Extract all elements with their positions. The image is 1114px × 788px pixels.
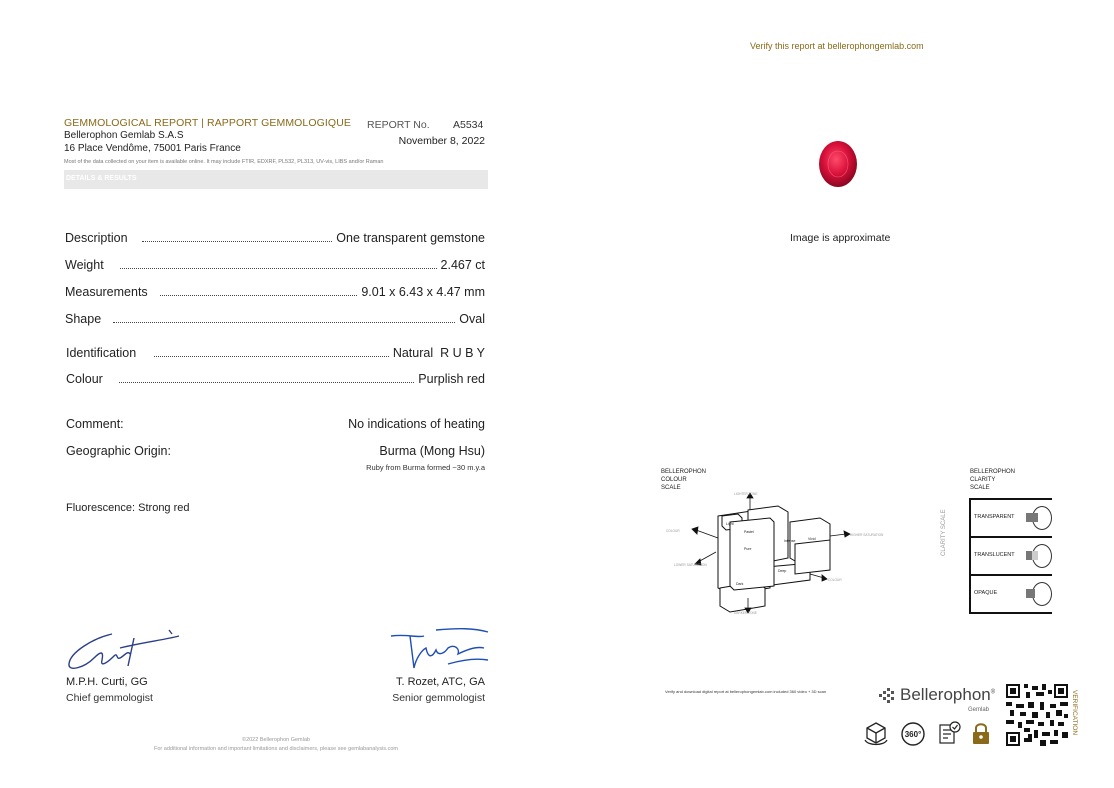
report-title: GEMMOLOGICAL REPORT | RAPPORT GEMMOLOGIQUE <box>64 117 351 129</box>
detail-label: Weight <box>65 258 104 272</box>
clarity-label: TRANSPARENT <box>974 514 1015 520</box>
detail-row-shape <box>65 310 485 326</box>
clarity-row-opaque <box>969 574 1052 614</box>
detail-value: Purplish red <box>418 372 485 386</box>
detail-row-measurements <box>65 283 485 299</box>
svg-text:360°: 360° <box>904 730 922 739</box>
signature-name: M.P.H. Curti, GG <box>66 676 148 688</box>
brand-sub: Gemlab <box>968 707 990 713</box>
detail-value: 2.467 ct <box>440 258 485 272</box>
label-higher-saturation: HIGHER SATURATION <box>850 533 884 537</box>
label-dark: Dark <box>736 582 744 586</box>
detail-label: Description <box>65 231 128 245</box>
footer-disclaimer: For additional information and important limitations and disclaimers, please see gemlabanalysis.com <box>154 746 398 752</box>
clarity-scale-title <box>970 468 1015 492</box>
detail-row-identification <box>66 344 485 360</box>
origin-label: Geographic Origin: <box>66 444 171 458</box>
report-number: A5534 <box>453 119 484 131</box>
title-line: CLARITY <box>970 477 996 483</box>
image-caption: Image is approximate <box>790 232 891 244</box>
label-vivid: Vivid <box>808 537 816 541</box>
colour-scale-diagram <box>660 488 885 618</box>
title-line: SCALE <box>661 485 681 491</box>
footer-copyright: ©2022 Bellerophon Gemlab <box>242 737 310 743</box>
section-bar <box>64 170 488 189</box>
dot-leader <box>154 355 389 357</box>
clarity-label: TRANSLUCENT <box>974 552 1015 558</box>
signature-curti <box>64 618 189 673</box>
clarity-swatch <box>1026 589 1035 598</box>
report-date: November 8, 2022 <box>398 135 485 147</box>
dot-leader <box>113 321 455 323</box>
lab-name: Bellerophon Gemlab S.A.S <box>64 130 184 141</box>
360-view-icon[interactable] <box>900 721 926 747</box>
dot-leader <box>142 240 333 242</box>
dot-leader <box>120 267 437 269</box>
lab-address: 16 Place Vendôme, 75001 Paris France <box>64 143 241 154</box>
origin-value: Burma (Mong Hsu) <box>379 444 485 458</box>
fluorescence: Fluorescence: Strong red <box>66 502 190 514</box>
lock-icon[interactable] <box>971 720 991 746</box>
origin-note: Ruby from Burma formed ~30 m.y.a <box>366 463 485 472</box>
bellerophon-logo-icon <box>877 688 897 704</box>
label-pure: Pure <box>744 547 752 551</box>
report-number-label: REPORT No. <box>367 119 430 131</box>
clarity-swatch <box>1026 513 1038 522</box>
label-deep: Deep <box>778 569 787 573</box>
label-intense: Intense <box>784 539 796 543</box>
detail-row-weight <box>65 256 485 272</box>
gemstone-image <box>816 139 860 189</box>
clarity-row-translucent <box>969 536 1052 574</box>
verification-label: VERIFICATION <box>1071 690 1078 736</box>
3d-cube-icon[interactable] <box>862 720 890 746</box>
detail-row-description <box>65 229 485 245</box>
comment-label: Comment: <box>66 417 124 431</box>
dot-leader <box>119 381 414 383</box>
signature-rozet <box>388 624 493 674</box>
detail-row-colour <box>66 370 485 386</box>
detail-label: Identification <box>66 346 137 360</box>
signature-name: T. Rozet, ATC, GA <box>395 676 485 688</box>
detail-label: Shape <box>65 312 102 326</box>
title-line: BELLEROPHON <box>970 469 1016 475</box>
digital-report-note: Verify and download digital report at bellerophongemlab.com included 360 video + 3D scan <box>665 689 827 694</box>
clarity-row-transparent <box>969 498 1052 536</box>
section-title: DETAILS & RESULTS <box>66 175 137 182</box>
brand-name <box>900 685 995 705</box>
clarity-scale-vertical-label: CLARITY SCALE <box>941 509 947 556</box>
detail-value: One transparent gemstone <box>336 231 485 245</box>
document-check-icon[interactable] <box>936 720 962 746</box>
label-colour-right: COLOUR <box>828 578 842 582</box>
clarity-scale <box>969 498 1052 614</box>
qr-code-icon[interactable] <box>1006 684 1068 746</box>
brand-reg: ® <box>990 689 996 696</box>
comment-value: No indications of heating <box>348 417 485 431</box>
brand-name-text: Bellerophon <box>900 685 991 704</box>
title-line: BELLEROPHON <box>661 469 707 475</box>
data-note: Most of the data collected on your item is available online. It may include FTIR, EDXRF, PL532, PL313, UV-vis, LIBS and/or Raman <box>64 159 384 165</box>
label-lighter-tone: LIGHTER TONE <box>734 492 758 496</box>
label-pastel: Pastel <box>744 530 754 534</box>
title-line: SCALE <box>970 485 990 491</box>
detail-value: Oval <box>459 312 485 326</box>
detail-value: Natural R U B Y <box>392 346 485 360</box>
title-line: COLOUR <box>661 477 687 483</box>
clarity-label: OPAQUE <box>974 590 998 596</box>
clarity-swatch <box>1026 551 1038 560</box>
clarity-circle <box>1032 582 1052 606</box>
detail-label: Colour <box>66 372 103 386</box>
label-colour-left: COLOUR <box>666 529 680 533</box>
verify-link[interactable]: Verify this report at bellerophongemlab.com <box>750 41 924 51</box>
signature-role: Senior gemmologist <box>392 692 485 704</box>
dot-leader <box>160 294 358 296</box>
label-darker-tone: DARKER TONE <box>734 611 757 615</box>
detail-value: 9.01 x 6.43 x 4.47 mm <box>361 285 485 299</box>
detail-label: Measurements <box>65 285 148 299</box>
label-light: Light <box>726 522 734 526</box>
signature-role: Chief gemmologist <box>66 692 153 704</box>
label-lower-saturation: LOWER SATURATION <box>674 563 707 567</box>
